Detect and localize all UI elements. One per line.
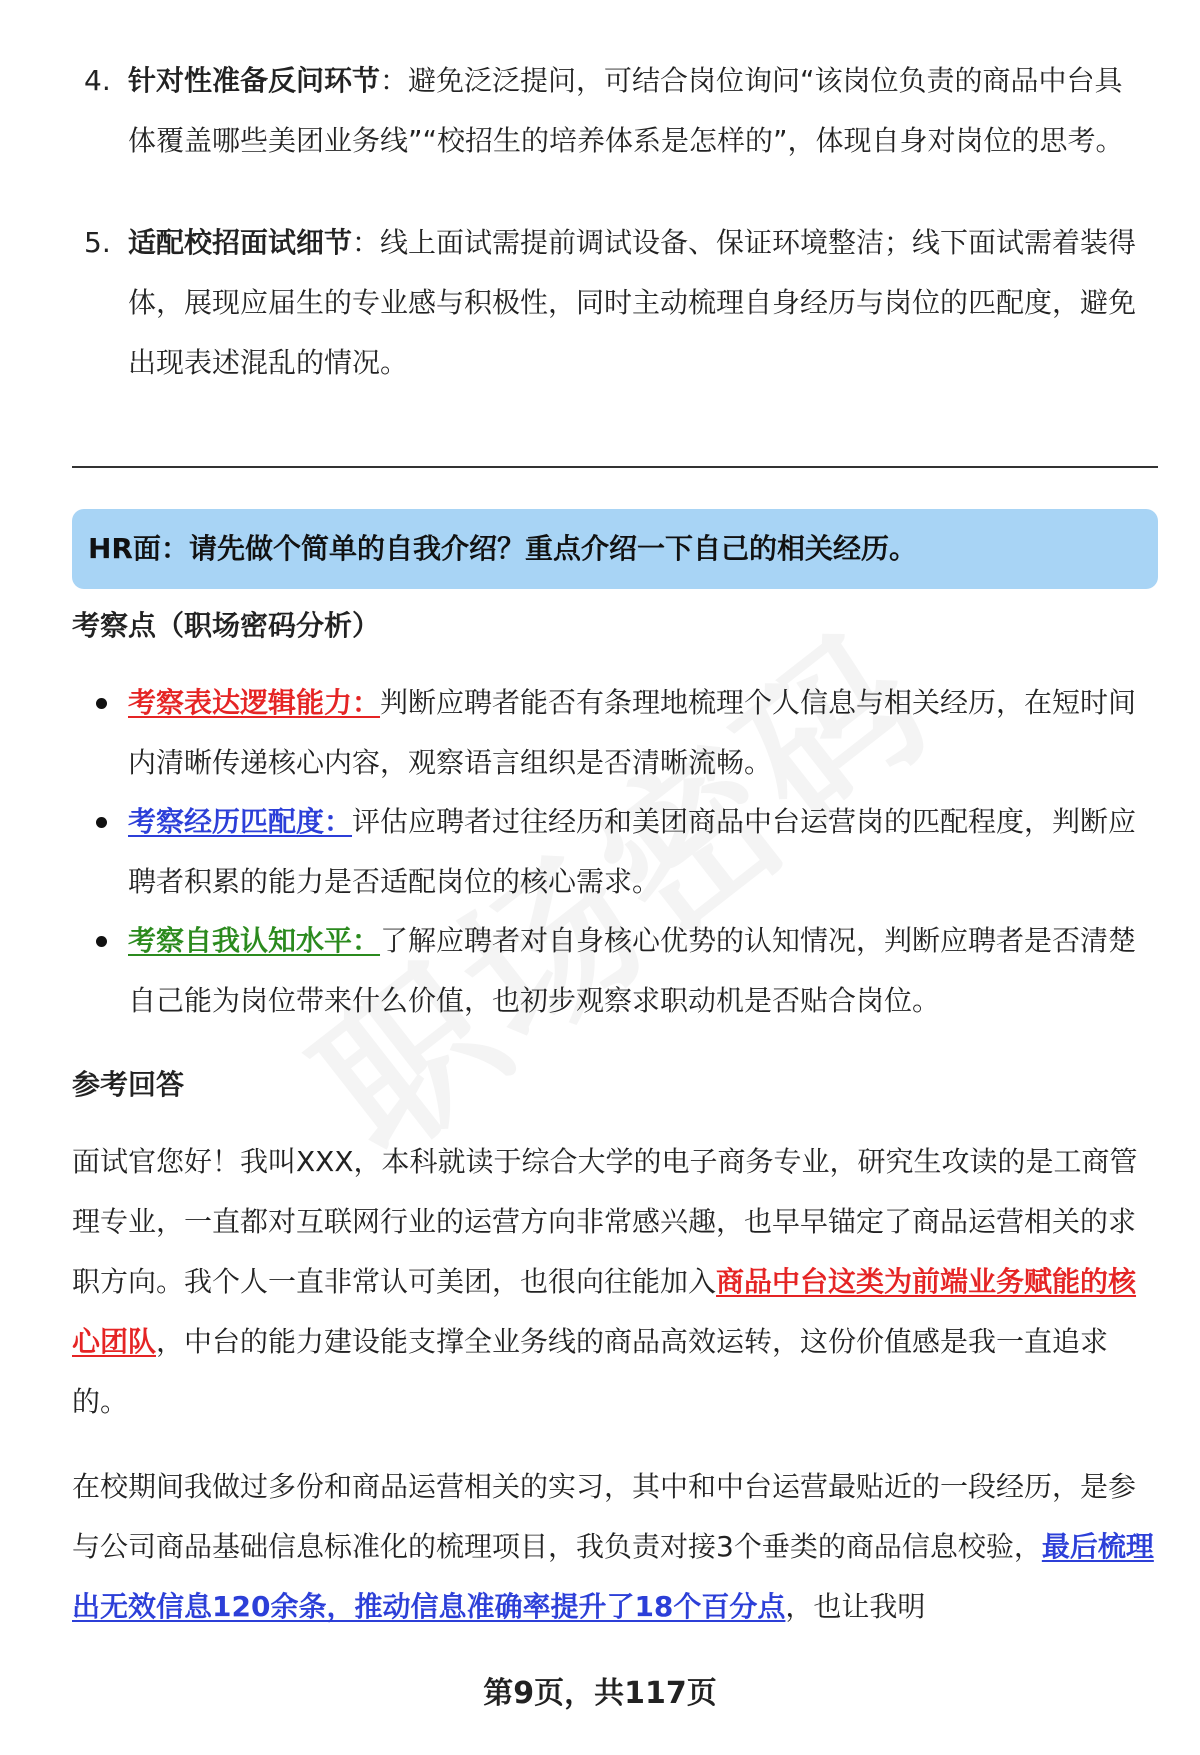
bullet-item-self [96,911,1140,1031]
list-item-4 [84,51,1144,171]
list-item-title: 针对性准备反问环节 [128,64,381,97]
bullet-dot [96,936,107,947]
bullet-text: 评估应聘者过往经历和美团商品中台运营岗的匹配程度，判断应聘者积累的能力是否适配岗位的核心需求。 [128,805,1137,898]
paragraph-text: ，也让我明 [785,1590,926,1623]
page-footer: 第9页，共117页 [483,1676,717,1711]
question-text: HR面：请先做个简单的自我介绍？重点介绍一下自己的相关经历。 [88,532,917,565]
bullet-dot [96,698,107,709]
bullet-item-match [96,792,1140,912]
bullet-dot [96,817,107,828]
bullet-label: 考察自我认知水平： [128,924,381,957]
paragraph-text: 在校期间我做过多份和商品运营相关的实习，其中和中台运营最贴近的一段经历，是参与公司商品基础信息标准化的梳理项目，我负责对接3个垂类的商品信息校验， [72,1470,1137,1563]
list-item-body: ：线上面试需提前调试设备、保证环境整洁；线下面试需着装得体，展现应届生的专业感与积极性，同时主动梳理自身经历与岗位的匹配度，避免出现表述混乱的情况。 [128,226,1137,379]
highlight-text: 最后梳理出无效信息120余条，推动信息准确率提升了18个百分点 [72,1530,1154,1623]
paragraph-text: 面试官您好！我叫XXX，本科就读于综合大学的电子商务专业，研究生攻读的是工商管理专业，一直都对互联网行业的运营方向非常感兴趣，也早早锚定了商品运营相关的求职方向。我个人一直非常认可美团，也很向往能加入 [72,1145,1138,1298]
bullet-label: 考察经历匹配度： [128,805,353,838]
assess-heading: 考察点（职场密码分析） [72,609,381,642]
bullet-item-logic [96,673,1140,793]
list-number: 4. [84,64,111,97]
highlight-text: 商品中台这类为前端业务赋能的核心团队 [72,1265,1137,1358]
list-item-5 [84,213,1144,393]
bullet-text: 了解应聘者对自身核心优势的认知情况，判断应聘者是否清楚自己能为岗位带来什么价值，也初步观察求职动机是否贴合岗位。 [128,924,1137,1017]
paragraph-text: ，中台的能力建设能支撑全业务线的商品高效运转，这份价值感是我一直追求的。 [72,1325,1109,1418]
list-item-title: 适配校招面试细节 [128,226,353,259]
answer-heading: 参考回答 [72,1068,185,1101]
bullet-text: 判断应聘者能否有条理地梳理个人信息与相关经历，在短时间内清晰传递核心内容，观察语言组织是否清晰流畅。 [128,686,1137,779]
section-divider [72,466,1158,468]
list-item-body: ：避免泛泛提问，可结合岗位询问“该岗位负责的商品中台具体覆盖哪些美团业务线”“校招生的培养体系是怎样的”，体现自身对岗位的思考。 [128,64,1124,157]
answer-paragraph-2 [72,1457,1158,1637]
question-box [72,509,1158,589]
answer-paragraph-1 [72,1132,1158,1432]
bullet-label: 考察表达逻辑能力： [128,686,381,719]
list-number: 5. [84,226,111,259]
